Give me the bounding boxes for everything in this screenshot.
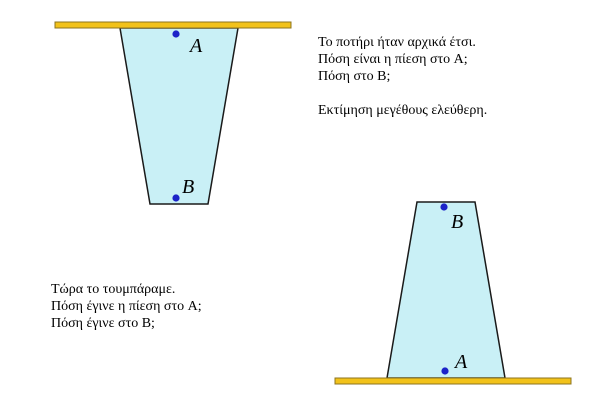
point-a-flipped — [441, 367, 448, 374]
point-b-flipped — [440, 203, 447, 210]
glass-flipped — [335, 202, 571, 384]
glass-initial-water — [120, 28, 238, 204]
question-text-initial — [318, 34, 487, 119]
question-flipped-line-3: Πόση έγινε στο B; — [51, 316, 155, 331]
question-initial-line-3: Πόση στο B; — [318, 69, 391, 84]
question-flipped-line-2: Πόση έγινε η πίεση στο A; — [51, 299, 202, 314]
plate-flipped — [335, 378, 571, 384]
glass-initial — [55, 22, 291, 204]
blank-line — [318, 85, 487, 102]
question-flipped-line-1: Τώρα το τουμπάραμε. — [51, 282, 176, 297]
point-a-initial — [172, 30, 179, 37]
label-b-initial: B — [182, 176, 195, 198]
glass-flipped-water — [387, 202, 505, 378]
label-a-flipped: A — [455, 351, 468, 373]
question-initial-line-4: Εκτίμηση μεγέθους ελεύθερη. — [318, 103, 488, 118]
label-b-flipped: B — [451, 211, 464, 233]
label-a-initial: A — [190, 35, 203, 57]
question-initial-line-1: Το ποτήρι ήταν αρχικά έτσι. — [318, 35, 476, 50]
question-text-flipped — [51, 281, 202, 332]
plate-initial — [55, 22, 291, 28]
point-b-initial — [172, 194, 179, 201]
question-initial-line-2: Πόση είναι η πίεση στο A; — [318, 52, 468, 67]
